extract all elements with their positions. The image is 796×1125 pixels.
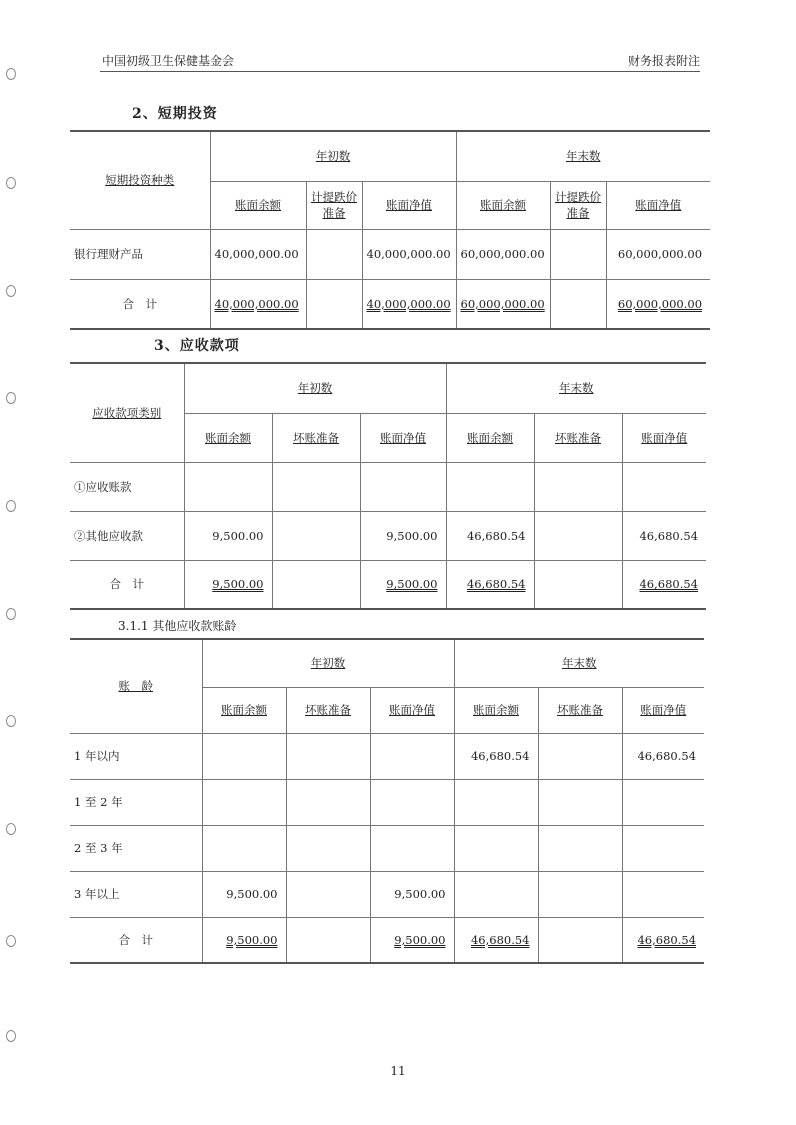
col-header: 账面净值 <box>360 413 446 462</box>
cell: 9,500.00 <box>360 511 446 560</box>
table-row <box>70 229 710 279</box>
cell <box>272 462 360 511</box>
table-row-total <box>70 279 710 329</box>
section-title-receivables: 3、应收款项 <box>154 338 240 354</box>
cell <box>538 779 622 825</box>
begin-header: 年初数 <box>210 131 456 181</box>
cell <box>446 462 534 511</box>
cell <box>370 779 454 825</box>
cell <box>202 825 286 871</box>
cell <box>370 733 454 779</box>
cell <box>286 779 370 825</box>
section-title-short-term-investment: 2、短期投资 <box>132 106 218 122</box>
col-header: 账面余额 <box>210 181 306 229</box>
cell <box>454 825 538 871</box>
cell <box>306 229 362 279</box>
row-label: 合 计 <box>70 279 210 329</box>
table-row <box>70 779 704 825</box>
cell <box>538 917 622 963</box>
col-header: 坏账准备 <box>534 413 622 462</box>
cell <box>622 871 704 917</box>
corner-header: 应收款项类别 <box>70 363 184 462</box>
table-row <box>70 871 704 917</box>
binder-hole <box>6 392 16 404</box>
col-header: 计提跌价准备 <box>550 181 606 229</box>
cell: 60,000,000.00 <box>456 229 550 279</box>
cell <box>622 825 704 871</box>
col-header: 账面余额 <box>454 687 538 733</box>
short-term-investment-table <box>70 130 710 330</box>
cell: 60,000,000.00 <box>456 279 550 329</box>
col-header: 坏账准备 <box>538 687 622 733</box>
cell <box>360 462 446 511</box>
col-header: 账面净值 <box>606 181 710 229</box>
cell <box>538 871 622 917</box>
col-header: 账面余额 <box>202 687 286 733</box>
row-label: 1 年以内 <box>70 733 202 779</box>
begin-header: 年初数 <box>202 639 454 687</box>
cell <box>550 229 606 279</box>
cell <box>202 779 286 825</box>
binder-hole <box>6 715 16 727</box>
page-header <box>100 50 700 72</box>
cell <box>534 462 622 511</box>
cell <box>286 825 370 871</box>
cell: 9,500.00 <box>360 560 446 609</box>
row-label: 3 年以上 <box>70 871 202 917</box>
col-header: 账面余额 <box>184 413 272 462</box>
cell <box>184 462 272 511</box>
cell <box>622 779 704 825</box>
cell <box>286 917 370 963</box>
cell: 9,500.00 <box>202 871 286 917</box>
row-label: 合 计 <box>70 917 202 963</box>
end-header: 年末数 <box>454 639 704 687</box>
cell <box>202 733 286 779</box>
table-row <box>70 462 706 511</box>
col-header: 坏账准备 <box>286 687 370 733</box>
col-header: 账面余额 <box>456 181 550 229</box>
cell <box>534 511 622 560</box>
cell <box>306 279 362 329</box>
cell <box>538 733 622 779</box>
cell <box>550 279 606 329</box>
col-header: 账面净值 <box>622 413 706 462</box>
row-label: 合 计 <box>70 560 184 609</box>
cell: 9,500.00 <box>370 917 454 963</box>
binder-hole <box>6 823 16 835</box>
row-label: 银行理财产品 <box>70 229 210 279</box>
binder-hole <box>6 285 16 297</box>
org-name: 中国初级卫生保健基金会 <box>102 54 235 68</box>
cell: 9,500.00 <box>202 917 286 963</box>
table-row <box>70 733 704 779</box>
table-row-total <box>70 917 704 963</box>
cell: 46,680.54 <box>454 917 538 963</box>
binder-hole <box>6 500 16 512</box>
cell: 40,000,000.00 <box>362 279 456 329</box>
row-label: 1 至 2 年 <box>70 779 202 825</box>
begin-header: 年初数 <box>184 363 446 413</box>
cell: 40,000,000.00 <box>210 279 306 329</box>
col-header: 账面余额 <box>446 413 534 462</box>
cell: 46,680.54 <box>622 560 706 609</box>
binder-hole <box>6 608 16 620</box>
binder-hole <box>6 177 16 189</box>
corner-header: 账 龄 <box>70 639 202 733</box>
cell <box>454 779 538 825</box>
doc-name: 财务报表附注 <box>627 54 700 68</box>
row-label: ①应收账款 <box>70 462 184 511</box>
col-header: 账面净值 <box>362 181 456 229</box>
row-label: ②其他应收款 <box>70 511 184 560</box>
cell <box>286 871 370 917</box>
col-header: 账面净值 <box>370 687 454 733</box>
receivables-table <box>70 362 706 610</box>
table-row <box>70 511 706 560</box>
row-label: 2 至 3 年 <box>70 825 202 871</box>
cell: 46,680.54 <box>622 511 706 560</box>
cell: 46,680.54 <box>446 560 534 609</box>
cell: 46,680.54 <box>622 917 704 963</box>
end-header: 年末数 <box>456 131 710 181</box>
cell <box>370 825 454 871</box>
binder-hole <box>6 68 16 80</box>
binder-hole <box>6 935 16 947</box>
table-row <box>70 825 704 871</box>
end-header: 年末数 <box>446 363 706 413</box>
cell <box>454 871 538 917</box>
cell <box>286 733 370 779</box>
cell <box>272 560 360 609</box>
cell: 9,500.00 <box>184 511 272 560</box>
cell: 9,500.00 <box>370 871 454 917</box>
col-header: 计提跌价准备 <box>306 181 362 229</box>
cell: 46,680.54 <box>446 511 534 560</box>
page-number: 11 <box>390 1064 406 1078</box>
cell: 46,680.54 <box>454 733 538 779</box>
binder-hole <box>6 1030 16 1042</box>
subsection-title-aging: 3.1.1 其他应收款账龄 <box>118 619 237 633</box>
cell: 9,500.00 <box>184 560 272 609</box>
aging-table <box>70 638 704 964</box>
corner-header: 短期投资种类 <box>70 131 210 229</box>
col-header: 账面净值 <box>622 687 704 733</box>
cell: 60,000,000.00 <box>606 279 710 329</box>
cell <box>538 825 622 871</box>
cell: 40,000,000.00 <box>210 229 306 279</box>
cell <box>272 511 360 560</box>
table-row-total <box>70 560 706 609</box>
cell: 40,000,000.00 <box>362 229 456 279</box>
cell <box>622 462 706 511</box>
col-header: 坏账准备 <box>272 413 360 462</box>
cell: 46,680.54 <box>622 733 704 779</box>
cell <box>534 560 622 609</box>
cell: 60,000,000.00 <box>606 229 710 279</box>
